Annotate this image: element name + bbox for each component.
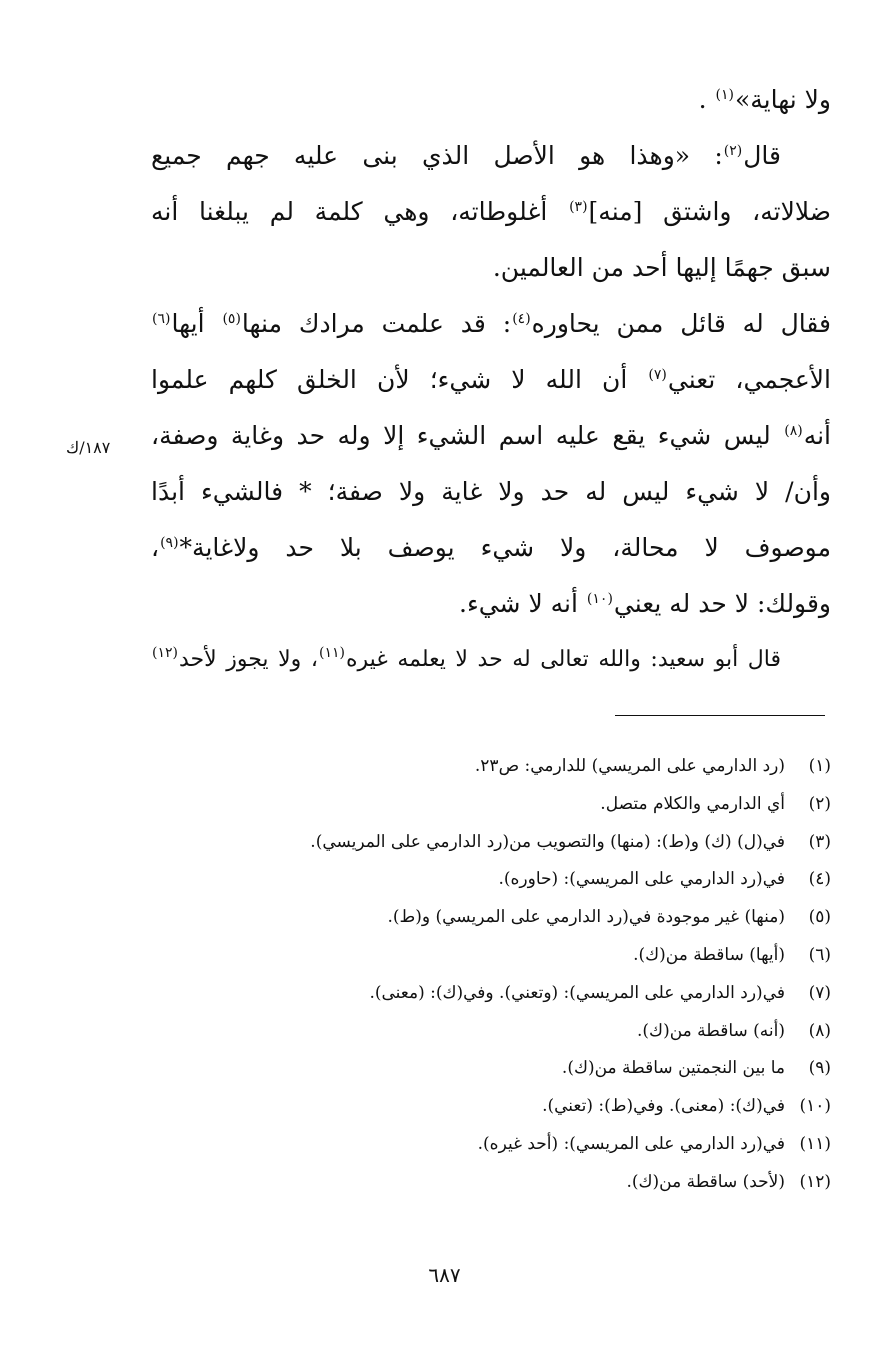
manuscript-folio-note: ١٨٧/ك — [66, 438, 111, 457]
text-line: ضلالاته، واشتق [منه]$^{(٣)}$ أغلوطاته، وهي كلمة لم يبلغنا أنه — [151, 197, 831, 226]
footnote-marker[interactable]: (٣) — [569, 199, 588, 215]
text-line: وأن/ لا شيء ليس له حد ولا غاية ولا صفة؛ * فالشيء أبدًا — [151, 477, 831, 506]
footnote-text: في(رد الدارمي على المريسي): (أحد غيره). — [477, 1133, 785, 1154]
footnote-number: (٢) — [808, 793, 831, 814]
footnote-item — [131, 1126, 831, 1164]
footnote-marker[interactable]: (١١) — [318, 645, 345, 661]
footnote-text: في(رد الدارمي على المريسي): (وتعني). وفي(ك): (معنى). — [369, 982, 785, 1003]
text-line: أنه$^{(٨)}$ ليس شيء يقع عليه اسم الشيء إلا وله حد وغاية وصفة، — [151, 421, 831, 450]
footnote-number: (٦) — [808, 944, 831, 965]
text-line: سبق جهمًا إليها أحد من العالمين. — [492, 253, 831, 282]
footnote-number: (٨) — [808, 1020, 831, 1041]
footnote-marker[interactable]: (١٢) — [152, 645, 178, 661]
footnote-marker[interactable]: (٧) — [648, 367, 667, 383]
footnote-item — [131, 1088, 831, 1126]
footnote-marker[interactable]: (٨) — [784, 423, 803, 439]
footnote-item — [131, 937, 831, 975]
footnote-item — [131, 1050, 831, 1088]
footnote-number: (٩) — [808, 1058, 831, 1079]
footnote-text: ما بين النجمتين ساقطة من(ك). — [561, 1058, 785, 1079]
footnote-marker[interactable]: (٤) — [512, 311, 531, 327]
footnote-text: (منها) غير موجودة في(رد الدارمي على المريسي) و(ط). — [387, 907, 785, 928]
footnote-text: في(ك): (معنى). وفي(ط): (تعني). — [542, 1096, 785, 1117]
footnote-divider — [615, 715, 825, 716]
text-line: موصوف لا محالة، ولا شيء يوصف بلا حد ولاغاية*$^{(٩)}$، — [151, 533, 831, 562]
text-line: قال$^{(٢)}$: «وهذا هو الأصل الذي بنى عليه جهم جميع — [151, 141, 781, 170]
footnote-number: (١٠) — [799, 1096, 831, 1117]
footnote-item — [131, 899, 831, 937]
footnotes — [131, 748, 831, 1202]
footnote-text: في(ل) (ك) و(ط): (منها) والتصويب من(رد الدارمي على المريسي). — [310, 831, 785, 852]
footnote-text: (لأحد) ساقطة من(ك). — [626, 1171, 785, 1192]
footnote-marker[interactable]: (١٠) — [586, 591, 613, 607]
text-line: الأعجمي، تعني$^{(٧)}$ أن الله لا شيء؛ لأن الخلق كلهم علموا — [151, 365, 831, 394]
footnote-marker[interactable]: (٦) — [152, 311, 171, 327]
footnote-text: (أنه) ساقطة من(ك). — [637, 1020, 785, 1041]
footnote-number: (٧) — [808, 982, 831, 1003]
footnote-item — [131, 861, 831, 899]
footnote-text: في(رد الدارمي على المريسي): (حاوره). — [498, 869, 785, 890]
footnote-item — [131, 748, 831, 786]
footnote-item — [131, 824, 831, 862]
footnote-marker[interactable]: (٥) — [222, 311, 241, 327]
footnote-text: (أيها) ساقطة من(ك). — [633, 944, 785, 965]
footnote-text: (رد الدارمي على المريسي) للدارمي: ص٢٣. — [474, 756, 785, 776]
footnote-number: (١١) — [799, 1133, 831, 1154]
footnote-item — [131, 975, 831, 1013]
footnote-number: (١٢) — [799, 1171, 831, 1192]
footnote-number: (٥) — [808, 907, 831, 928]
text-line: قال أبو سعيد: والله تعالى له حد لا يعلمه غيره$^{(١١)}$، ولا يجوز لأحد$^{(١٢)}$ — [152, 645, 782, 672]
footnote-marker[interactable]: (١) — [715, 87, 734, 103]
main-text — [151, 72, 831, 688]
footnote-marker[interactable]: (٩) — [160, 535, 179, 551]
footnote-item — [131, 1013, 831, 1051]
footnote-text: أي الدارمي والكلام متصل. — [600, 793, 785, 814]
footnote-number: (١) — [808, 756, 831, 776]
footnote-number: (٣) — [808, 831, 831, 852]
page-number: ٦٨٧ — [428, 1263, 461, 1287]
footnote-number: (٤) — [808, 869, 831, 890]
text-line: وقولك: لا حد له يعني$^{(١٠)}$ أنه لا شيء. — [459, 589, 831, 618]
footnote-item — [131, 1164, 831, 1202]
footnote-item — [131, 786, 831, 824]
text-line: فقال له قائل ممن يحاوره$^{(٤)}$: قد علمت مرادك منها$^{(٥)}$ أيها$^{(٦)}$ — [152, 309, 831, 338]
footnote-marker[interactable]: (٢) — [723, 143, 743, 159]
text-line: ولا نهاية»$^{(١)}$ . — [698, 85, 831, 114]
